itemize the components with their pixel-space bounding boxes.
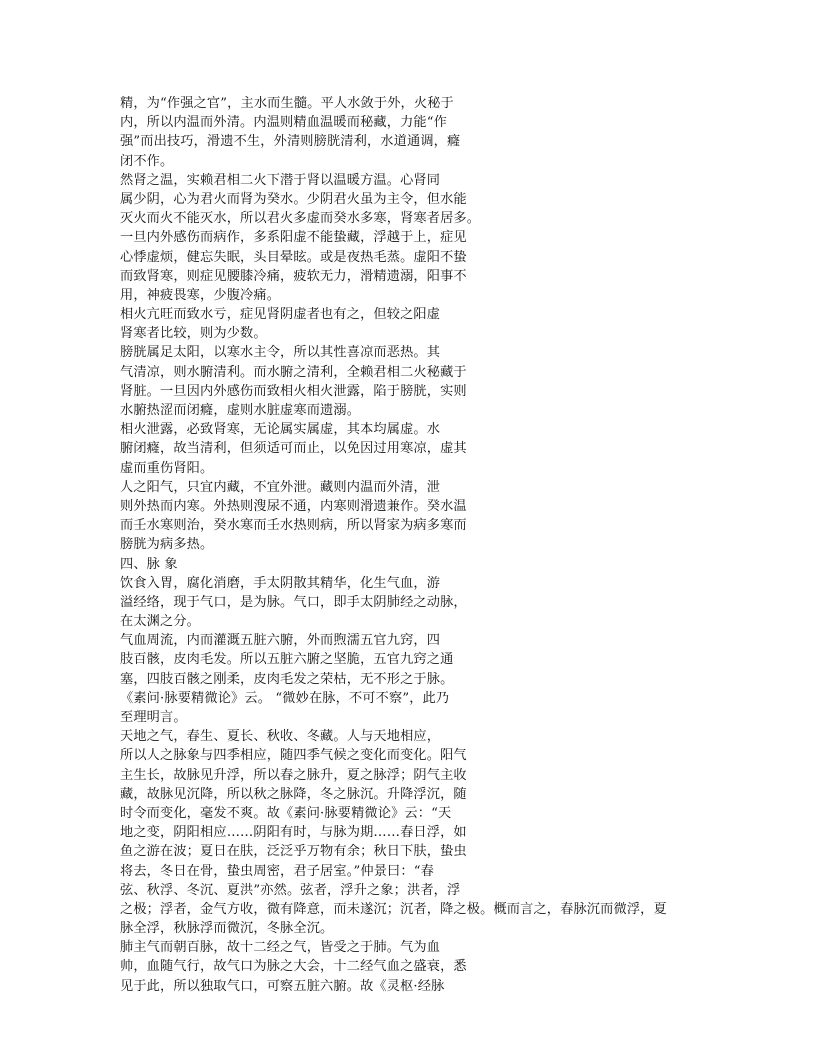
text-line: 主生长，故脉见升浮，所以春之脉升，夏之脉浮；阴气主收 bbox=[120, 767, 467, 783]
text-line: 水腑热涩而闭癃，虚则水脏虚寒而遗溺。 bbox=[120, 403, 361, 418]
text-line: 而壬水寒则治，癸水寒而壬水热则病，所以肾家为病多寒而 bbox=[120, 518, 467, 534]
text-line: 地之变，阴阳相应……阴阳有时，与脉为期……春日浮，如 bbox=[120, 825, 467, 841]
text-line: 四、脉 象 bbox=[120, 556, 178, 572]
text-line: 灭火而火不能灭水，所以君火多虚而癸水多寒，肾寒者居多。 bbox=[120, 211, 481, 227]
text-line: 鱼之游在波；夏日在肤，泛泛乎万物有余；秋日下肤，蛰虫 bbox=[120, 844, 467, 860]
body-text bbox=[120, 94, 780, 996]
text-line: 精，为“作强之官”，主水而生髓。平人水敛于外，火秘于 bbox=[120, 96, 454, 111]
text-line: 属少阴，心为君火而肾为癸水。少阴君火虽为主令，但水能 bbox=[120, 191, 467, 207]
text-line: 在太渊之分。 bbox=[120, 614, 201, 630]
text-line: 气清凉，则水腑清利。而水腑之清利，全赖君相二火秘藏于 bbox=[120, 364, 467, 380]
text-line: 则外热而内寒。外热则溲尿不通，内寒则滑遗兼作。癸水温 bbox=[120, 498, 467, 514]
text-line: 人之阳气，只宜内藏，不宜外泄。藏则内温而外清，泄 bbox=[120, 479, 441, 495]
text-line: 然肾之温，实赖君相二火下潜于肾以温暖方温。心肾同 bbox=[120, 172, 441, 188]
text-line: 见于此，所以独取气口，可察五脏六腑。故《灵枢·经脉 bbox=[120, 978, 445, 994]
text-line: 弦、秋浮、冬沉、夏洪”亦然。弦者，浮升之象；洪者，浮 bbox=[120, 882, 461, 898]
text-line: 腑闭癃，故当清利，但须适可而止，以免因过用寒凉，虚其 bbox=[120, 441, 467, 457]
text-line: 肢百骸，皮肉毛发。所以五脏六腑之坚脆，五官九窍之通 bbox=[120, 652, 454, 668]
text-line: 一旦内外感伤而病作，多系阳虚不能蛰藏，浮越于上，症见 bbox=[120, 230, 467, 246]
text-line: 藏，故脉见沉降，所以秋之脉降，冬之脉沉。升降浮沉，随 bbox=[120, 786, 467, 802]
text-line: 肺主气而朝百脉，故十二经之气，皆受之于肺。气为血 bbox=[120, 940, 441, 956]
text-line: 至理明言。 bbox=[120, 710, 187, 725]
text-line: 而致肾寒，则症见腰膝冷痛，疲软无力，滑精遗溺，阳事不 bbox=[120, 268, 467, 284]
text-line: 闭不作。 bbox=[120, 153, 174, 169]
text-line: 帅，血随气行，故气口为脉之大会，十二经气血之盛衰，悉 bbox=[120, 959, 467, 975]
text-line: 《素问·脉要精微论》云。 “微妙在脉，不可不察”，此乃 bbox=[120, 690, 450, 706]
text-line: 强”而出技巧，滑遗不生，外清则膀胱清利，水道通调，癃 bbox=[120, 134, 461, 150]
text-line: 饮食入胃，腐化消磨，手太阴散其精华，化生气血，游 bbox=[120, 575, 441, 591]
text-line: 之极；浮者，金气方收，微有降意，而未遂沉；沉者，降之极。概而言之，春脉沉而微浮，夏 bbox=[120, 901, 667, 917]
text-line: 溢经络，现于气口，是为脉。气口，即手太阴肺经之动脉， bbox=[120, 594, 467, 610]
text-line: 用，神疲畏寒，少腹冷痛。 bbox=[120, 287, 281, 303]
text-line: 虚而重伤肾阳。 bbox=[120, 460, 214, 476]
text-line: 膀胱属足太阳，以寒水主令，所以其性喜凉而恶热。其 bbox=[120, 345, 441, 361]
text-line: 相火泄露，必致肾寒，无论属实属虚，其本均属虚。水 bbox=[120, 422, 441, 438]
text-line: 塞，四肢百骸之刚柔，皮肉毛发之荣枯，无不形之于脉。 bbox=[120, 671, 454, 687]
text-line: 所以人之脉象与四季相应，随四季气候之变化而变化。阳气 bbox=[120, 748, 467, 764]
text-line: 心悸虚烦，健忘失眠，头目晕眩。或是夜热毛蒸。虚阳不蛰 bbox=[120, 249, 467, 265]
text-line: 时令而变化，毫发不爽。故《素问·脉要精微论》云：“天 bbox=[120, 805, 452, 821]
text-line: 膀胱为病多热。 bbox=[120, 537, 214, 553]
text-line: 将去，冬日在骨，蛰虫周密，君子居室。”仲景曰：“春 bbox=[120, 863, 434, 879]
text-line: 气血周流，内而灌溉五脏六腑，外而煦濡五官九窍，四 bbox=[120, 633, 441, 649]
text-line: 脉全浮，秋脉浮而微沉，冬脉全沉。 bbox=[120, 921, 334, 937]
text-line: 肾脏。一旦因内外感伤而致相火相火泄露，陷于膀胱，实则 bbox=[120, 383, 467, 399]
text-line: 相火亢旺而致水亏，症见肾阴虚者也有之，但较之阳虚 bbox=[120, 307, 441, 323]
text-line: 肾寒者比较，则为少数。 bbox=[120, 326, 267, 342]
text-line: 内，所以内温而外清。内温则精血温暖而秘藏，力能“作 bbox=[120, 115, 447, 131]
text-line: 天地之气，春生、夏长、秋收、冬藏。人与天地相应， bbox=[120, 729, 441, 745]
